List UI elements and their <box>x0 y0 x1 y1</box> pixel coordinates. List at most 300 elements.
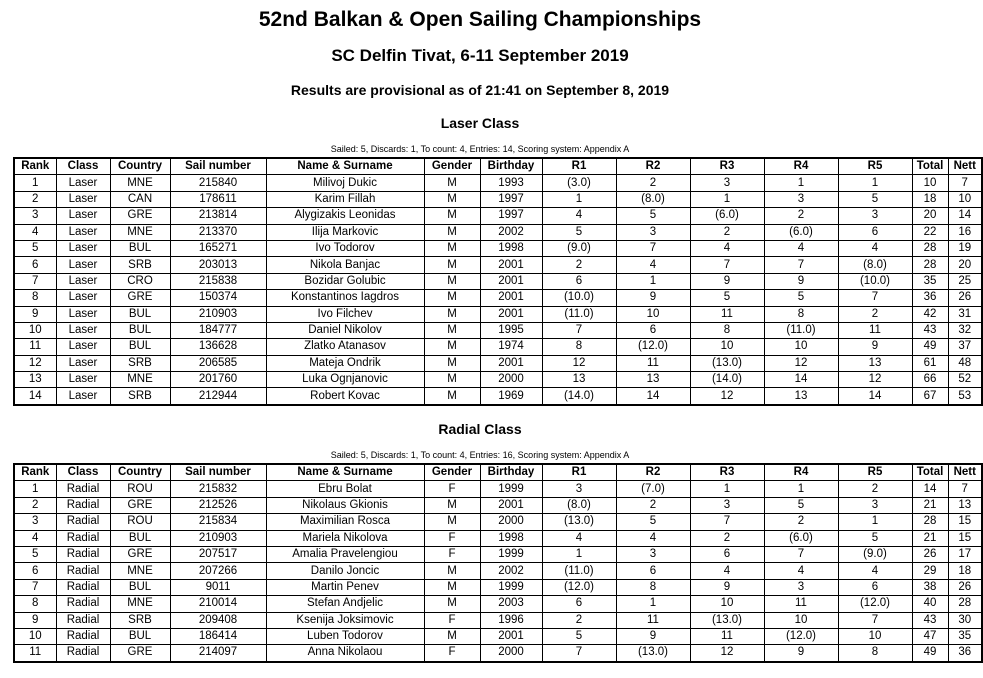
column-header: R4 <box>764 464 838 481</box>
column-header: Country <box>110 158 170 175</box>
radial-class-title: Radial Class <box>438 421 522 437</box>
table-cell: F <box>424 481 480 497</box>
table-cell: 10 <box>948 191 982 207</box>
table-cell: Laser <box>56 240 110 256</box>
table-cell: Laser <box>56 339 110 355</box>
table-row <box>14 175 982 191</box>
table-cell: Mariela Nikolova <box>266 530 424 546</box>
table-cell: 14 <box>948 208 982 224</box>
table-cell: 7 <box>14 273 56 289</box>
table-cell: 29 <box>912 563 948 579</box>
column-header: Sail number <box>170 158 266 175</box>
table-cell: 7 <box>542 322 616 338</box>
table-cell: 28 <box>912 514 948 530</box>
table-cell: 210903 <box>170 530 266 546</box>
table-cell: GRE <box>110 497 170 513</box>
table-cell: (12.0) <box>838 596 912 612</box>
table-cell: 13 <box>838 355 912 371</box>
table-cell: ROU <box>110 481 170 497</box>
table-cell: 3 <box>838 208 912 224</box>
column-header: Class <box>56 464 110 481</box>
column-header: R1 <box>542 158 616 175</box>
table-cell: F <box>424 645 480 662</box>
table-cell: 6 <box>14 563 56 579</box>
table-cell: 12 <box>14 355 56 371</box>
column-header: Country <box>110 464 170 481</box>
table-cell: 215832 <box>170 481 266 497</box>
table-row <box>14 191 982 207</box>
column-header: R3 <box>690 158 764 175</box>
table-cell: Laser <box>56 273 110 289</box>
table-cell: 9 <box>616 628 690 644</box>
table-cell: BUL <box>110 339 170 355</box>
table-cell: 7 <box>838 612 912 628</box>
table-cell: 11 <box>616 612 690 628</box>
table-cell: Laser <box>56 175 110 191</box>
table-cell: 5 <box>616 208 690 224</box>
column-header: R5 <box>838 158 912 175</box>
table-cell: SRB <box>110 257 170 273</box>
table-cell: 2000 <box>480 645 542 662</box>
table-cell: Laser <box>56 257 110 273</box>
column-header: Gender <box>424 464 480 481</box>
table-cell: BUL <box>110 530 170 546</box>
table-cell: 207517 <box>170 546 266 562</box>
column-header: Gender <box>424 158 480 175</box>
table-cell: 8 <box>542 339 616 355</box>
table-cell: Luka Ognjanovic <box>266 372 424 388</box>
table-cell: Laser <box>56 290 110 306</box>
table-cell: Radial <box>56 645 110 662</box>
table-cell: M <box>424 596 480 612</box>
table-cell: 9 <box>690 273 764 289</box>
table-cell: 210903 <box>170 306 266 322</box>
table-cell: 2 <box>764 208 838 224</box>
table-cell: 5 <box>14 546 56 562</box>
table-row <box>14 224 982 240</box>
table-cell: M <box>424 628 480 644</box>
table-cell: 47 <box>912 628 948 644</box>
table-cell: 12 <box>690 645 764 662</box>
table-cell: 38 <box>912 579 948 595</box>
table-cell: 9 <box>616 290 690 306</box>
table-cell: 2 <box>14 191 56 207</box>
table-cell: 1999 <box>480 546 542 562</box>
table-cell: 21 <box>912 530 948 546</box>
table-cell: 2 <box>838 481 912 497</box>
table-cell: 3 <box>616 546 690 562</box>
table-cell: 165271 <box>170 240 266 256</box>
table-cell: 201760 <box>170 372 266 388</box>
table-row <box>14 355 982 371</box>
table-cell: (12.0) <box>764 628 838 644</box>
table-cell: 13 <box>616 372 690 388</box>
table-cell: Radial <box>56 514 110 530</box>
table-cell: CRO <box>110 273 170 289</box>
table-cell: 2 <box>542 257 616 273</box>
table-cell: 43 <box>912 612 948 628</box>
table-cell: 1 <box>616 273 690 289</box>
table-cell: (9.0) <box>838 546 912 562</box>
table-cell: 10 <box>838 628 912 644</box>
table-cell: Konstantinos Iagdros <box>266 290 424 306</box>
table-cell: Karim Fillah <box>266 191 424 207</box>
table-cell: 2001 <box>480 306 542 322</box>
table-cell: 9 <box>14 612 56 628</box>
table-cell: 53 <box>948 388 982 405</box>
table-cell: (8.0) <box>616 191 690 207</box>
radial-results-table <box>13 463 983 663</box>
table-cell: 49 <box>912 645 948 662</box>
table-cell: 3 <box>542 481 616 497</box>
table-cell: Radial <box>56 481 110 497</box>
table-cell: 5 <box>616 514 690 530</box>
table-cell: M <box>424 208 480 224</box>
table-cell: GRE <box>110 208 170 224</box>
table-cell: 1 <box>542 546 616 562</box>
table-cell: 9 <box>764 645 838 662</box>
column-header: Rank <box>14 158 56 175</box>
table-cell: M <box>424 257 480 273</box>
table-cell: 1 <box>838 514 912 530</box>
table-cell: 3 <box>616 224 690 240</box>
table-cell: 35 <box>912 273 948 289</box>
table-cell: (14.0) <box>690 372 764 388</box>
table-cell: 20 <box>912 208 948 224</box>
table-cell: 13 <box>542 372 616 388</box>
table-cell: 9 <box>764 273 838 289</box>
table-cell: 28 <box>912 240 948 256</box>
table-cell: 52 <box>948 372 982 388</box>
table-cell: 2 <box>690 530 764 546</box>
table-cell: 213370 <box>170 224 266 240</box>
table-cell: BUL <box>110 579 170 595</box>
table-cell: M <box>424 224 480 240</box>
table-cell: GRE <box>110 546 170 562</box>
table-cell: 43 <box>912 322 948 338</box>
table-cell: Laser <box>56 355 110 371</box>
table-cell: ROU <box>110 514 170 530</box>
table-cell: (13.0) <box>542 514 616 530</box>
column-header: R1 <box>542 464 616 481</box>
table-cell: 8 <box>764 306 838 322</box>
table-row <box>14 481 982 497</box>
table-cell: 1974 <box>480 339 542 355</box>
table-cell: 6 <box>542 596 616 612</box>
column-header: Nett <box>948 158 982 175</box>
table-cell: 2 <box>838 306 912 322</box>
table-cell: 10 <box>764 339 838 355</box>
table-cell: GRE <box>110 290 170 306</box>
table-cell: 2001 <box>480 628 542 644</box>
table-cell: 8 <box>616 579 690 595</box>
column-header: R4 <box>764 158 838 175</box>
table-cell: 11 <box>616 355 690 371</box>
table-cell: 48 <box>948 355 982 371</box>
table-cell: SRB <box>110 612 170 628</box>
table-cell: 2 <box>764 514 838 530</box>
table-row <box>14 273 982 289</box>
table-cell: 7 <box>764 257 838 273</box>
table-cell: Anna Nikolaou <box>266 645 424 662</box>
table-cell: 2003 <box>480 596 542 612</box>
table-cell: (9.0) <box>542 240 616 256</box>
table-row <box>14 322 982 338</box>
table-row <box>14 339 982 355</box>
table-cell: 49 <box>912 339 948 355</box>
table-cell: 150374 <box>170 290 266 306</box>
table-cell: 10 <box>616 306 690 322</box>
table-cell: 1999 <box>480 481 542 497</box>
table-cell: Radial <box>56 497 110 513</box>
table-cell: 13 <box>14 372 56 388</box>
table-cell: 6 <box>542 273 616 289</box>
table-cell: 6 <box>838 224 912 240</box>
table-cell: 1995 <box>480 322 542 338</box>
table-cell: 2 <box>14 497 56 513</box>
table-cell: 4 <box>542 208 616 224</box>
table-cell: 184777 <box>170 322 266 338</box>
table-cell: Danilo Joncic <box>266 563 424 579</box>
table-cell: 5 <box>542 224 616 240</box>
header-row <box>14 158 982 175</box>
table-cell: (6.0) <box>690 208 764 224</box>
table-cell: 2001 <box>480 290 542 306</box>
table-cell: 26 <box>912 546 948 562</box>
table-cell: (8.0) <box>542 497 616 513</box>
column-header: R2 <box>616 158 690 175</box>
table-cell: Laser <box>56 208 110 224</box>
table-cell: 35 <box>948 628 982 644</box>
table-cell: MNE <box>110 372 170 388</box>
table-cell: BUL <box>110 306 170 322</box>
table-row <box>14 563 982 579</box>
table-cell: 14 <box>616 388 690 405</box>
table-cell: 66 <box>912 372 948 388</box>
table-cell: Bozidar Golubic <box>266 273 424 289</box>
table-cell: (8.0) <box>838 257 912 273</box>
table-cell: Amalia Pravelengiou <box>266 546 424 562</box>
table-cell: 10 <box>690 339 764 355</box>
table-cell: (6.0) <box>764 224 838 240</box>
table-cell: Radial <box>56 596 110 612</box>
table-cell: 67 <box>912 388 948 405</box>
table-cell: 10 <box>14 628 56 644</box>
table-cell: MNE <box>110 224 170 240</box>
table-cell: 6 <box>616 563 690 579</box>
table-cell: 31 <box>948 306 982 322</box>
laser-class-info: Sailed: 5, Discards: 1, To count: 4, Entries: 14, Scoring system: Appendix A <box>330 144 630 154</box>
table-cell: Radial <box>56 546 110 562</box>
table-cell: 2 <box>616 175 690 191</box>
table-cell: 18 <box>948 563 982 579</box>
table-cell: 5 <box>690 290 764 306</box>
table-cell: 17 <box>948 546 982 562</box>
column-header: Sail number <box>170 464 266 481</box>
table-cell: Martin Penev <box>266 579 424 595</box>
table-cell: 212944 <box>170 388 266 405</box>
table-cell: 36 <box>948 645 982 662</box>
table-cell: 4 <box>838 563 912 579</box>
table-cell: 7 <box>542 645 616 662</box>
table-cell: Radial <box>56 612 110 628</box>
table-cell: 4 <box>690 563 764 579</box>
table-cell: 1993 <box>480 175 542 191</box>
table-cell: 5 <box>838 191 912 207</box>
table-cell: 1 <box>764 175 838 191</box>
table-cell: 2 <box>542 612 616 628</box>
table-cell: 8 <box>838 645 912 662</box>
table-cell: 1969 <box>480 388 542 405</box>
table-cell: M <box>424 273 480 289</box>
table-cell: BUL <box>110 322 170 338</box>
table-cell: 36 <box>912 290 948 306</box>
table-cell: 8 <box>14 290 56 306</box>
table-cell: 7 <box>838 290 912 306</box>
table-cell: Maximilian Rosca <box>266 514 424 530</box>
table-cell: 32 <box>948 322 982 338</box>
table-row <box>14 628 982 644</box>
table-cell: 7 <box>764 546 838 562</box>
table-row <box>14 306 982 322</box>
table-cell: 7 <box>948 175 982 191</box>
table-cell: Radial <box>56 563 110 579</box>
table-cell: 10 <box>764 612 838 628</box>
table-cell: (6.0) <box>764 530 838 546</box>
table-cell: Radial <box>56 628 110 644</box>
table-cell: (11.0) <box>542 306 616 322</box>
table-row <box>14 290 982 306</box>
table-cell: 2002 <box>480 563 542 579</box>
table-cell: M <box>424 514 480 530</box>
table-cell: (10.0) <box>542 290 616 306</box>
table-cell: 22 <box>912 224 948 240</box>
table-cell: 2 <box>616 497 690 513</box>
table-cell: Laser <box>56 322 110 338</box>
table-cell: 7 <box>616 240 690 256</box>
table-cell: 9 <box>14 306 56 322</box>
column-header: Class <box>56 158 110 175</box>
table-cell: BUL <box>110 628 170 644</box>
table-cell: Ilija Markovic <box>266 224 424 240</box>
table-cell: 6 <box>616 322 690 338</box>
table-cell: 11 <box>764 596 838 612</box>
table-cell: 8 <box>690 322 764 338</box>
table-cell: Laser <box>56 224 110 240</box>
table-cell: Laser <box>56 191 110 207</box>
table-cell: 40 <box>912 596 948 612</box>
table-cell: 15 <box>948 530 982 546</box>
table-cell: 9 <box>838 339 912 355</box>
table-cell: 3 <box>690 175 764 191</box>
table-cell: (12.0) <box>542 579 616 595</box>
table-cell: 4 <box>838 240 912 256</box>
table-cell: 178611 <box>170 191 266 207</box>
table-cell: Nikolaus Gkionis <box>266 497 424 513</box>
table-cell: 4 <box>14 224 56 240</box>
table-cell: 1 <box>690 481 764 497</box>
table-cell: 2001 <box>480 497 542 513</box>
table-cell: 14 <box>912 481 948 497</box>
table-cell: 37 <box>948 339 982 355</box>
table-cell: F <box>424 612 480 628</box>
table-cell: 10 <box>690 596 764 612</box>
column-header: R3 <box>690 464 764 481</box>
column-header: R2 <box>616 464 690 481</box>
table-cell: 42 <box>912 306 948 322</box>
table-row <box>14 497 982 513</box>
table-cell: M <box>424 579 480 595</box>
table-row <box>14 208 982 224</box>
table-cell: 1996 <box>480 612 542 628</box>
table-cell: M <box>424 339 480 355</box>
table-cell: (13.0) <box>690 355 764 371</box>
header-row <box>14 464 982 481</box>
column-header: Birthday <box>480 158 542 175</box>
table-cell: 3 <box>764 191 838 207</box>
table-cell: 9011 <box>170 579 266 595</box>
table-cell: 16 <box>948 224 982 240</box>
table-cell: 136628 <box>170 339 266 355</box>
table-row <box>14 530 982 546</box>
table-cell: 5 <box>838 530 912 546</box>
table-cell: 7 <box>690 514 764 530</box>
table-cell: 5 <box>542 628 616 644</box>
table-row <box>14 388 982 405</box>
table-cell: 25 <box>948 273 982 289</box>
table-cell: (3.0) <box>542 175 616 191</box>
table-cell: MNE <box>110 596 170 612</box>
table-cell: SRB <box>110 355 170 371</box>
table-cell: 3 <box>14 208 56 224</box>
table-cell: 1 <box>14 175 56 191</box>
table-cell: Ivo Filchev <box>266 306 424 322</box>
table-cell: 207266 <box>170 563 266 579</box>
table-cell: 2000 <box>480 514 542 530</box>
table-cell: (13.0) <box>690 612 764 628</box>
table-cell: M <box>424 175 480 191</box>
table-cell: 12 <box>838 372 912 388</box>
page-subtitle: SC Delfin Tivat, 6-11 September 2019 <box>331 46 629 65</box>
table-cell: 11 <box>14 339 56 355</box>
table-cell: Laser <box>56 372 110 388</box>
table-cell: 10 <box>912 175 948 191</box>
table-cell: 12 <box>690 388 764 405</box>
column-header: Birthday <box>480 464 542 481</box>
table-cell: 1997 <box>480 191 542 207</box>
table-cell: 4 <box>764 240 838 256</box>
table-cell: 1998 <box>480 240 542 256</box>
table-cell: 10 <box>14 322 56 338</box>
table-cell: 4 <box>616 530 690 546</box>
table-cell: 5 <box>764 290 838 306</box>
table-cell: 206585 <box>170 355 266 371</box>
table-cell: 2000 <box>480 372 542 388</box>
table-cell: Radial <box>56 579 110 595</box>
table-cell: MNE <box>110 175 170 191</box>
table-cell: 12 <box>764 355 838 371</box>
table-cell: Laser <box>56 306 110 322</box>
table-row <box>14 257 982 273</box>
radial-class-info: Sailed: 5, Discards: 1, To count: 4, Entries: 16, Scoring system: Appendix A <box>330 450 630 460</box>
table-row <box>14 645 982 662</box>
table-cell: 1 <box>838 175 912 191</box>
table-cell: 213814 <box>170 208 266 224</box>
column-header: Total <box>912 464 948 481</box>
table-cell: 21 <box>912 497 948 513</box>
table-cell: 4 <box>14 530 56 546</box>
table-cell: M <box>424 290 480 306</box>
